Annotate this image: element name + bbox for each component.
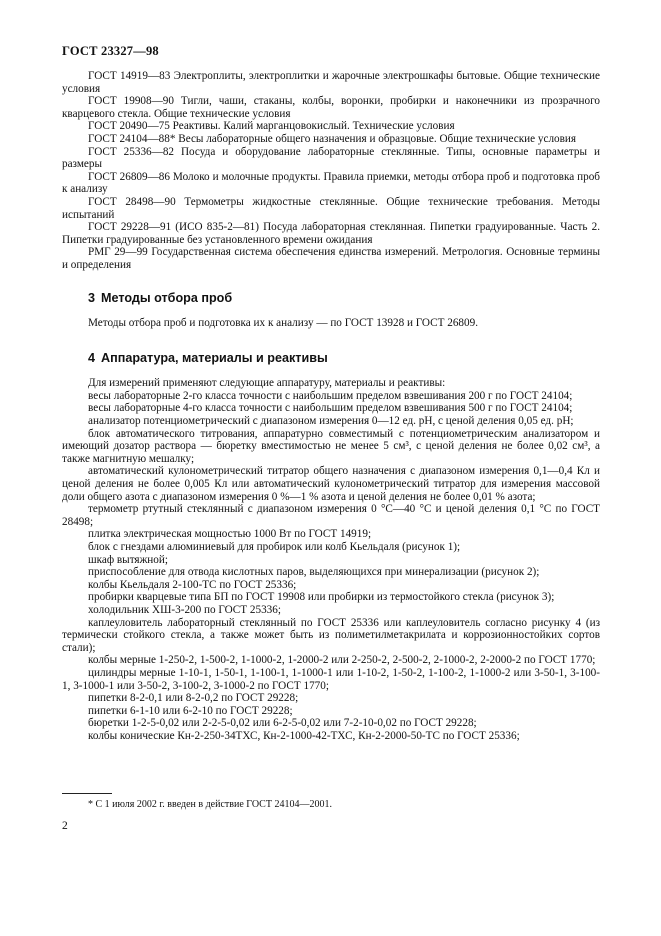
equipment-item: колбы мерные 1-250-2, 1-500-2, 1-1000-2, 1-2000-2 или 2-250-2, 2-500-2, 2-1000-2, 2-2000-2 по ГОСТ 1770;	[88, 654, 596, 667]
equipment-item: бюретки 1-2-5-0,02 или 2-2-5-0,02 или 6-2-5-0,02 или 7-2-10-0,02 по ГОСТ 29228;	[88, 717, 477, 730]
section-title: Методы отбора проб	[101, 290, 233, 305]
reference-item: ГОСТ 20490—75 Реактивы. Калий марганцовокислый. Технические условия	[88, 120, 455, 133]
equipment-item: пробирки кварцевые типа БП по ГОСТ 19908 или пробирки из термостойкого стекла (рисунок 3);	[88, 591, 555, 604]
reference-item: ГОСТ 19908—90 Тигли, чаши, стаканы, колбы, воронки, пробирки и наконечники из прозрачного кварцевого стекла. Общие технические условия	[62, 95, 600, 120]
equipment-item: колбы конические Кн-2-250-34ТХС, Кн-2-1000-42-ТХС, Кн-2-2000-50-ТС по ГОСТ 25336;	[88, 729, 520, 742]
equipment-list	[62, 377, 600, 742]
section-4-heading	[88, 352, 600, 365]
page-body	[62, 70, 600, 743]
equipment-item: пипетки 8-2-0,1 или 8-2-0,2 по ГОСТ 29228;	[88, 692, 299, 705]
references-list	[62, 70, 600, 272]
reference-item: ГОСТ 14919—83 Электроплиты, электроплитки и жарочные электрошкафы бытовые. Общие технические условия	[62, 70, 600, 95]
equipment-item: весы лабораторные 4-го класса точности с наибольшим пределом взвешивания 500 г по ГОСТ 24104;	[88, 402, 573, 415]
reference-item: ГОСТ 24104—88* Весы лабораторные общего назначения и образцовые. Общие технические условия	[88, 132, 577, 145]
reference-item: ГОСТ 25336—82 Посуда и оборудование лабораторные стеклянные. Типы, основные параметры и размеры	[62, 145, 600, 171]
equipment-item: Для измерений применяют следующие аппаратуру, материалы и реактивы:	[88, 377, 446, 390]
equipment-item: приспособление для отвода кислотных паров, выделяющихся при минерализации (рисунок 2);	[88, 566, 540, 579]
equipment-item: каплеуловитель лабораторный стеклянный по ГОСТ 25336 или каплеуловитель согласно рисунку 4 (из термически стойкого стекла, а также может быть из полиметилметакрилата и коррозионностойких сортов стали);	[62, 616, 600, 654]
section-3-text: Методы отбора проб и подготовка их к анализу — по ГОСТ 13928 и ГОСТ 26809.	[88, 317, 479, 330]
reference-item: ГОСТ 29228—91 (ИСО 835-2—81) Посуда лабораторная стеклянная. Пипетки градуированные. Часть 2. Пипетки градуированные без установленного времени ожидания	[62, 221, 600, 246]
equipment-item: холодильник ХШ-3-200 по ГОСТ 25336;	[88, 603, 281, 616]
equipment-item: анализатор потенциометрический с диапазоном измерения 0—12 ед. pH, с ценой деления 0,05 ед. pH;	[88, 415, 574, 428]
equipment-item: цилиндры мерные 1-10-1, 1-50-1, 1-100-1, 1-1000-1 или 1-10-2, 1-50-2, 1-100-2, 1-1000-2 или 3-50-1, 3-100-1, 3-1000-1 или 3-50-2, 3-100-2, 3-1000-2 по ГОСТ 1770;	[62, 666, 600, 692]
equipment-item: пипетки 6-1-10 или 6-2-10 по ГОСТ 29228;	[88, 704, 293, 717]
equipment-item: шкаф вытяжной;	[88, 553, 168, 566]
footnote-divider	[62, 793, 112, 794]
page-number: 2	[62, 820, 68, 832]
section-title: Аппаратура, материалы и реактивы	[101, 350, 328, 365]
reference-item: ГОСТ 28498—90 Термометры жидкостные стеклянные. Общие технические требования. Методы испытаний	[62, 195, 600, 221]
equipment-item: колбы Кьельдаля 2-100-ТС по ГОСТ 25336;	[88, 578, 297, 591]
equipment-item: термометр ртутный стеклянный с диапазоном измерения 0 °С—40 °С и ценой деления 0,1 °С по ГОСТ 28498;	[62, 503, 600, 528]
equipment-item: плитка электрическая мощностью 1000 Вт по ГОСТ 14919;	[88, 528, 372, 541]
reference-item: РМГ 29—99 Государственная система обеспечения единства измерений. Метрология. Основные термины и определения	[62, 246, 600, 271]
section-number: 4	[88, 350, 96, 365]
equipment-item: весы лабораторные 2-го класса точности с наибольшим пределом взвешивания 200 г по ГОСТ 24104;	[88, 389, 573, 402]
document-header: ГОСТ 23327—98	[62, 44, 159, 58]
equipment-item: блок автоматического титрования, аппаратурно совместимый с потенциометрическим анализатором и имеющий дозатор раствора — бюретку вместимостью не менее 5 см³, с ценой деления не более 0,02 см³, а также магнитную мешалку;	[62, 427, 600, 465]
section-number: 3	[88, 290, 96, 305]
section-3-heading	[88, 292, 600, 305]
footnote: * С 1 июля 2002 г. введен в действие ГОСТ 24104—2001.	[88, 799, 332, 810]
equipment-item: блок с гнездами алюминиевый для пробирок или колб Кьельдаля (рисунок 1);	[88, 541, 461, 553]
reference-item: ГОСТ 26809—86 Молоко и молочные продукты. Правила приемки, методы отбора проб и подготовка проб к анализу	[62, 170, 600, 196]
equipment-item: автоматический кулонометрический титратор общего назначения с диапазоном измерения 0,1—0,4 Кл и ценой деления не более 0,005 Кл или автоматический кулонометрический титратор для измерения массовой доли общего азота с диапазоном измерения 0 %—1 % азота и ценой деления не более 0,01 % азота;	[62, 465, 600, 503]
